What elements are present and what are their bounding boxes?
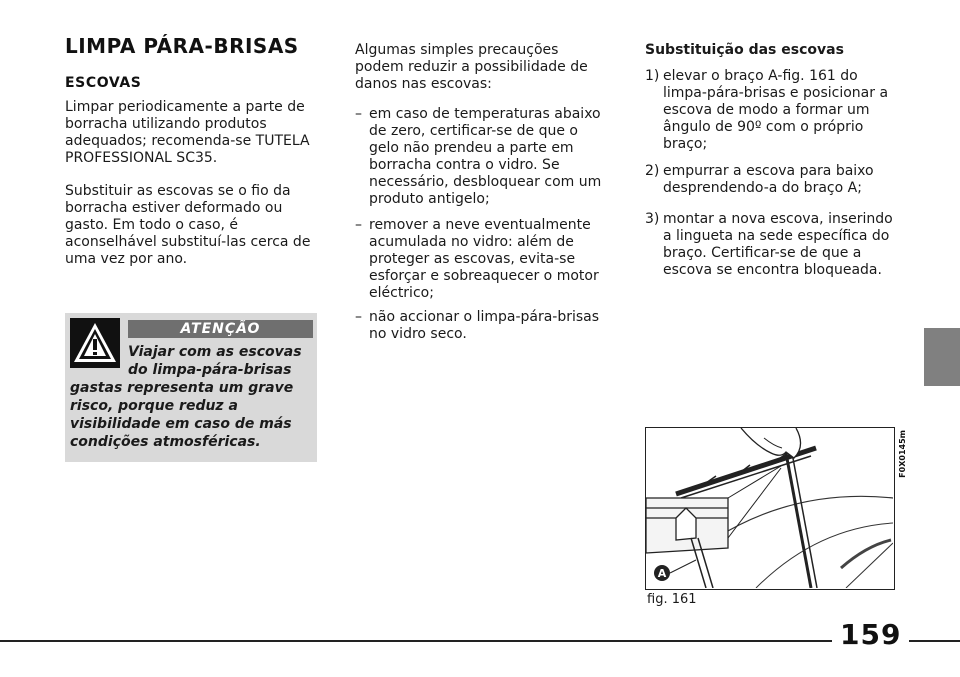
replacement-title: Substituição das escovas <box>645 42 844 58</box>
list-item-text: não accionar o limpa-pára-brisas no vidro seco. <box>369 309 600 342</box>
wiper-illustration <box>646 428 893 588</box>
step-text: montar a nova escova, inserindo a lingueta na sede específica do braço. Certificar-se de que a escova se encontra bloqueada. <box>663 211 893 278</box>
precaution-item-2 <box>355 217 610 302</box>
step-text: empurrar a escova para baixo desprendendo-a do braço A; <box>663 163 874 196</box>
list-item-text: em caso de temperaturas abaixo de zero, certificar-se de que o gelo não prendeu a parte em borracha contra o vidro. Se necessário, desbloquear com um produto antigelo; <box>369 106 602 207</box>
warning-text <box>70 343 310 451</box>
paragraph-cleaning: Limpar periodicamente a parte de borracha utilizando produtos adequados; recomenda-se TUTELA PROFESSIONAL SC35. <box>65 99 310 166</box>
replacement-step-1 <box>645 68 905 153</box>
section-tab <box>924 328 960 386</box>
list-marker: – <box>355 106 362 122</box>
figure-code: F0X0145m <box>898 430 907 478</box>
precaution-item-1 <box>355 106 610 208</box>
replacement-step-3 <box>645 211 905 279</box>
step-text: elevar o braço A-fig. 161 do limpa-pára-brisas e posicionar a escova de modo a formar um ângulo de 90º com o próprio braço; <box>663 68 889 152</box>
step-marker: 3) <box>645 211 660 227</box>
paragraph-replacement: Substituir as escovas se o fio da borracha estiver deformado ou gasto. Em todo o caso, é aconselhável substituí-las cerca de uma vez por ano. <box>65 183 311 267</box>
wiper-figure <box>645 427 895 590</box>
footer-rule <box>0 640 960 642</box>
warning-text-content: Viajar com as escovas do limpa-pára-brisas gastas representa um grave risco, porque reduz a visibilidade em caso de más condições atmosféricas. <box>70 344 302 450</box>
precaution-item-3 <box>355 309 610 343</box>
warning-title: ATENÇÃO <box>128 320 313 338</box>
page-title: LIMPA PÁRA-BRISAS <box>65 34 299 58</box>
list-marker: – <box>355 217 362 233</box>
step-marker: 1) <box>645 68 660 84</box>
precautions-intro: Algumas simples precauções podem reduzir a possibilidade de danos nas escovas: <box>355 42 588 92</box>
step-marker: 2) <box>645 163 660 179</box>
list-marker: – <box>355 309 362 325</box>
figure-caption: fig. 161 <box>647 592 697 607</box>
figure-label-a: A <box>657 567 667 580</box>
list-item-text: remover a neve eventualmente acumulada no vidro: além de proteger as escovas, evita-se esforçar e sobreaquecer o motor eléctrico; <box>369 217 599 301</box>
section-subheading: ESCOVAS <box>65 75 142 91</box>
replacement-step-2 <box>645 163 905 197</box>
page-number: 159 <box>832 618 909 651</box>
